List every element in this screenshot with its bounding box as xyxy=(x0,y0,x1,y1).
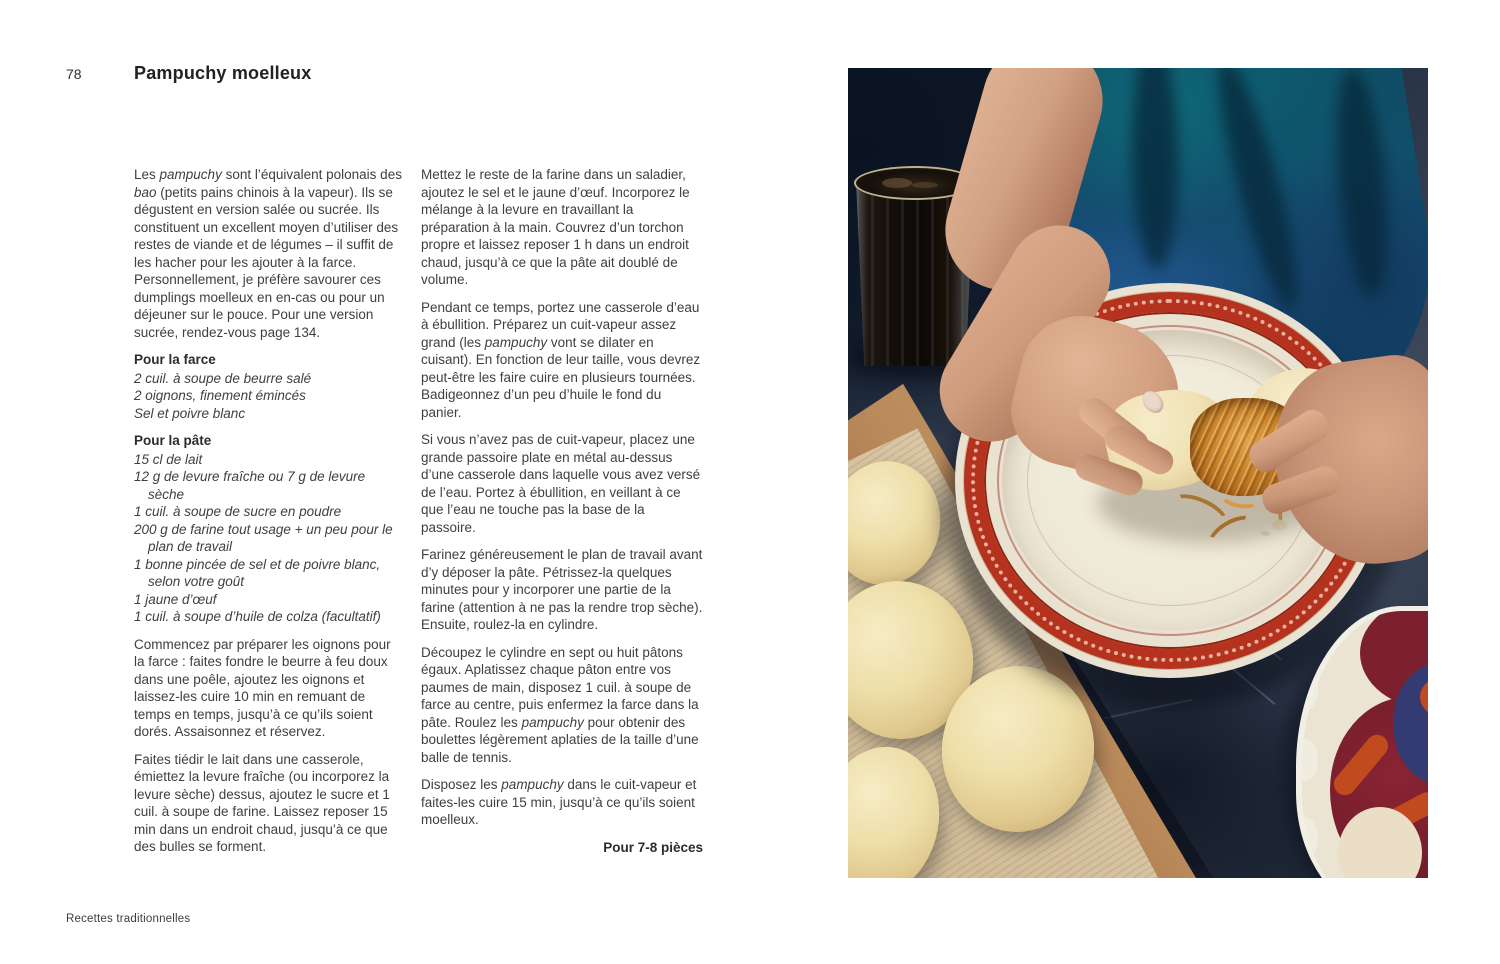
step-paragraph: Mettez le reste de la farine dans un saladier, ajoutez le sel et le jaune d’œuf. Incorporez le mélange à la levure en travaillant la préparation à la main. Couvrez d’un torchon propre et laissez reposer 1 h dans un endroit chaud, jusqu’à ce que la pâte ait doublé de volume. xyxy=(421,167,690,287)
step-paragraph: Commencez par préparer les oignons pour la farce : faites fondre le beurre à feu doux dans une poêle, ajoutez les oignons et laissez-les cuire 10 min en remuant de temps en temps, jusqu’à ce qu’ils soient dorés. Assaisonnez et réservez. xyxy=(134,636,391,739)
photo-steamed-buns xyxy=(848,68,1428,878)
ingredient-item: 1 bonne pincée de sel et de poivre blanc, selon votre goût xyxy=(134,556,381,589)
ingredient-item: 1 jaune d’œuf xyxy=(134,591,217,607)
ingredient-list-pate xyxy=(134,451,402,626)
text-column-right xyxy=(421,166,703,856)
garment-fold xyxy=(1205,68,1311,314)
text-column-left xyxy=(134,166,402,866)
ingredient-item: 2 oignons, finement émincés xyxy=(134,388,306,403)
step-paragraph: Pendant ce temps, portez une casserole d’eau à ébullition. Préparez un cuit-vapeur assez grand (les pampuchy vont se dilater en cuisant). En fonction de leur taille, vous devrez peut-être les faire cuire en plusieurs tournées. Badigeonnez d’un peu d’huile le fond du panier. xyxy=(421,299,701,420)
step-paragraph: Découpez le cylindre en sept ou huit pâtons égaux. Aplatissez chaque pâton entre vos paumes de main, disposez 1 cuil. à soupe de farce au centre, puis enfermez la farce dans la pâte. Roulez les pampuchy pour obtenir des boulettes légèrement aplaties de la taille d’une balle de tennis. xyxy=(421,644,699,765)
yield-line: Pour 7-8 pièces xyxy=(603,839,703,855)
step-paragraph: Farinez généreusement le plan de travail avant d’y déposer la pâte. Pétrissez-la quelques minutes pour y incorporer une partie de la farine (attention à ne pas la rendre trop sèche). Ensuite, roulez-la en cylindre. xyxy=(421,547,703,632)
chapter-footer: Recettes traditionnelles xyxy=(66,913,191,925)
section-title-farce: Pour la farce xyxy=(134,352,216,367)
ingredient-item: 1 cuil. à soupe d’huile de colza (facultatif) xyxy=(134,609,381,624)
page-number: 78 xyxy=(66,66,82,82)
ingredient-item: Sel et poivre blanc xyxy=(134,405,246,421)
bowl-scallop-edge xyxy=(1296,739,1318,781)
intro-paragraph: Les pampuchy sont l’équivalent polonais des bao (petits pains chinois à la vapeur). Ils se dégustent en version salée ou sucrée. Ils constituent un excellent moyen d’utiliser des restes de viande et de légumes – il suffit de les hacher pour les ajouter à la farce. Personnellement, je préfère savourer ces dumplings moelleux en en-cas ou pour un déjeuner sur le pouce. Pour une version sucrée, rendez-vous page 134. xyxy=(134,167,402,340)
ingredient-item: 12 g de levure fraîche ou 7 g de levure sèche xyxy=(134,469,366,502)
garment-fold xyxy=(1130,68,1180,270)
step-paragraph: Disposez les pampuchy dans le cuit-vapeur et faites-les cuire 15 min, jusqu’à ce qu’ils soient moelleux. xyxy=(421,777,697,827)
recipe-title: Pampuchy moelleux xyxy=(134,63,312,83)
ingredient-item: 2 cuil. à soupe de beurre salé xyxy=(134,370,312,386)
ingredient-item: 15 cl de lait xyxy=(134,451,203,467)
section-title-pate: Pour la pâte xyxy=(134,433,212,448)
ingredient-item: 1 cuil. à soupe de sucre en poudre xyxy=(134,504,342,519)
step-paragraph: Faites tiédir le lait dans une casserole, émiettez la levure fraîche (ou incorporez la levure sèche) dessus, ajoutez le sucre et 1 cuil. à soupe de farine. Laissez reposer 15 min dans un endroit chaud, jusqu’à ce que des bulles se forment. xyxy=(134,751,390,854)
ingredient-item: 200 g de farine tout usage + un peu pour le plan de travail xyxy=(134,521,393,554)
step-paragraph: Si vous n’avez pas de cuit-vapeur, placez une grande passoire plate en métal au-dessus d’une casserole dans laquelle vous avez versé de l’eau. Portez à ébullition, en veillant à ce que l’eau ne touche pas la base de la passoire. xyxy=(421,432,701,535)
garment-fold xyxy=(1329,68,1395,299)
ingredient-list-farce xyxy=(134,370,402,423)
coffee-foam xyxy=(882,178,912,188)
